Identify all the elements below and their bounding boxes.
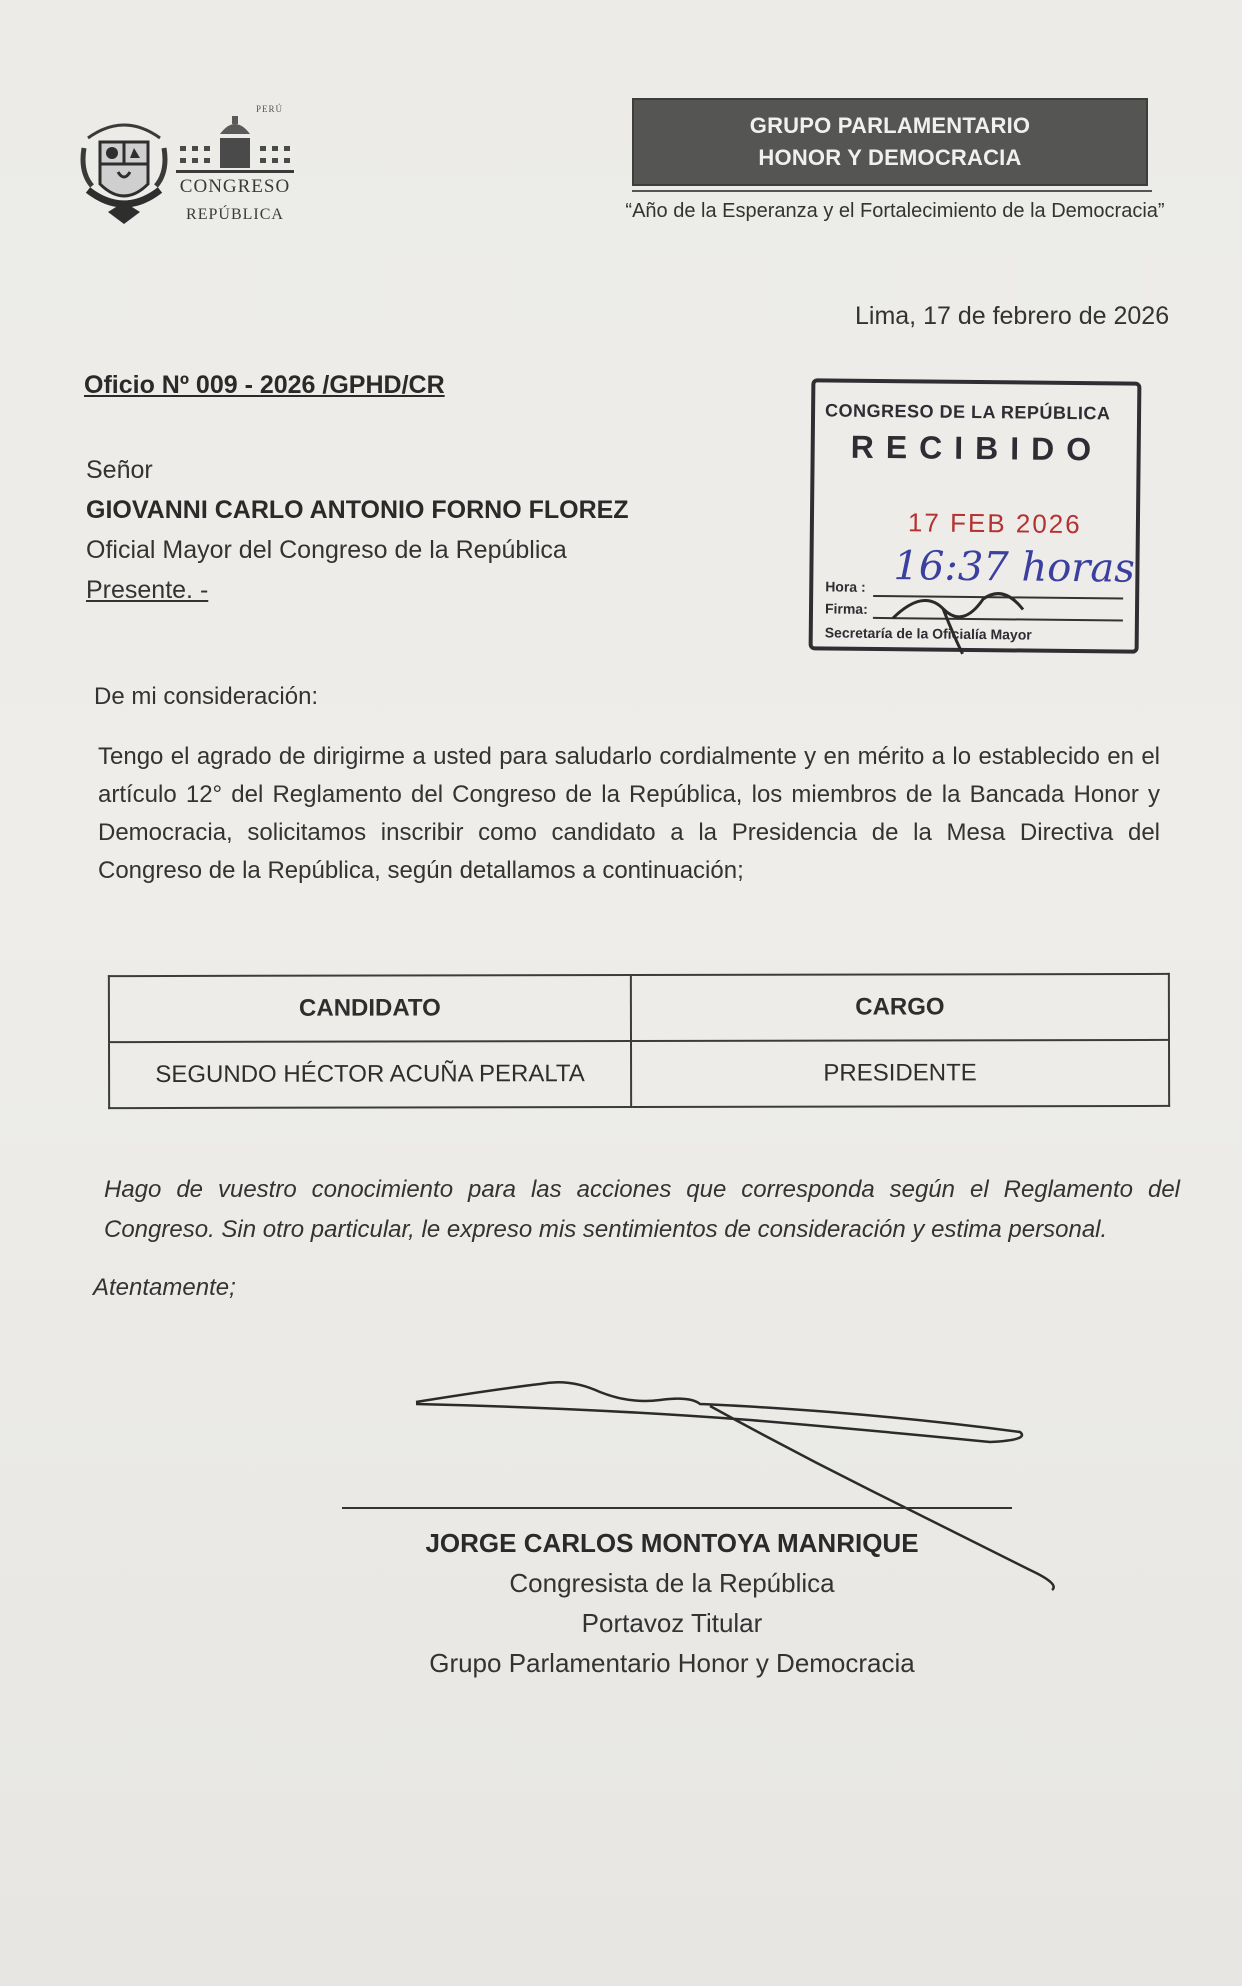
signer-title-1: Congresista de la República — [509, 1568, 835, 1598]
greeting: De mi consideración: — [94, 683, 319, 710]
addressee-presente: Presente. - — [86, 576, 209, 604]
candidate-table — [108, 973, 1170, 1109]
stamp-initials-scribble — [883, 578, 1034, 660]
table-row — [109, 1040, 1169, 1108]
table-header-cargo: CARGO — [631, 974, 1169, 1041]
signer-title-3: Grupo Parlamentario Honor y Democracia — [429, 1648, 915, 1678]
logo-peru-text: PERÚ — [256, 104, 284, 114]
stamp-firma-label: Firma: — [824, 600, 868, 617]
addressee-position: Oficial Mayor del Congreso de la República — [86, 536, 567, 564]
header-divider — [632, 190, 1152, 192]
signature-line — [342, 1507, 1012, 1509]
table-cell-position: PRESIDENTE — [631, 1040, 1169, 1107]
stamp-hora-label: Hora : — [825, 578, 866, 595]
addressee-salutation: Señor — [86, 456, 153, 484]
group-banner-line2: HONOR Y DEMOCRACIA — [758, 145, 1022, 170]
body-paragraph-1: Tengo el agrado de dirigirme a usted para saludarlo cordialmente y en mérito a lo establecido en el artículo 12° del Reglamento del Congreso de la República, los miembros de la Bancada Honor y Democracia, solicitamos inscribir como candidato a la Presidencia de la Mesa Directiva del Congreso de la República, según detallamos a continuación; — [98, 743, 1160, 884]
signer-title-2: Portavoz Titular — [581, 1608, 763, 1638]
document-date: Lima, 17 de febrero de 2026 — [855, 302, 1170, 330]
table-header-row — [109, 974, 1169, 1042]
document-reference: Oficio Nº 009 - 2026 /GPHD/CR — [84, 371, 445, 399]
addressee-block — [86, 450, 629, 610]
stamp-date: 17 FEB 2026 — [907, 507, 1082, 540]
congress-building-icon — [176, 110, 294, 180]
logo-republica-text: REPÚBLICA — [186, 206, 284, 223]
received-stamp — [809, 378, 1142, 653]
stamp-title: RECIBIDO — [850, 428, 1104, 468]
congreso-logo — [176, 104, 294, 234]
body-paragraph-2: Hago de vuestro conocimiento para las acciones que corresponda según el Reglamento del Congreso. Sin otro particular, le expreso mis sentimientos de consideración y estima personal. — [104, 1176, 1180, 1243]
addressee-name: GIOVANNI CARLO ANTONIO FORNO FLOREZ — [86, 496, 629, 524]
table-cell-candidate: SEGUNDO HÉCTOR ACUÑA PERALTA — [109, 1041, 631, 1108]
coat-of-arms-logo — [78, 112, 170, 237]
year-motto: “Año de la Esperanza y el Fortalecimiento de la Democracia” — [625, 200, 1165, 222]
signer-block — [392, 1523, 952, 1683]
stamp-handwritten-time: 16:37 horas — [893, 543, 1136, 592]
group-banner-line1: GRUPO PARLAMENTARIO — [749, 113, 1031, 138]
table-header-candidato: CANDIDATO — [109, 975, 631, 1042]
closing: Atentamente; — [93, 1274, 236, 1301]
stamp-office: Secretaría de la Oficialía Mayor — [824, 624, 1032, 643]
signer-name: JORGE CARLOS MONTOYA MANRIQUE — [425, 1528, 919, 1558]
stamp-header: CONGRESO DE LA REPÚBLICA — [824, 400, 1111, 424]
group-banner — [632, 98, 1148, 186]
logo-congreso-text: CONGRESO — [179, 176, 291, 197]
